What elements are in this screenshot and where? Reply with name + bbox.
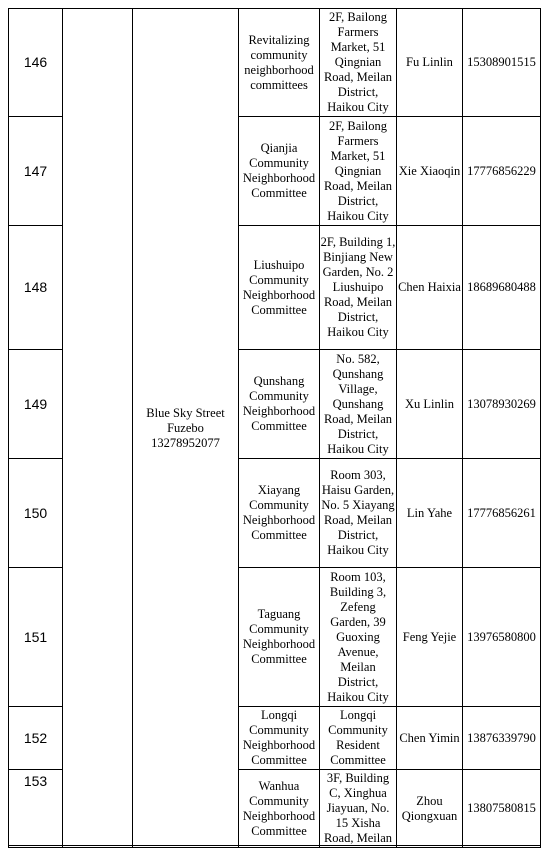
phone-number: 13078930269 [463, 350, 541, 459]
contact-name: Lin Yahe [397, 459, 463, 568]
contact-name: Zhou Qiongxuan [397, 770, 463, 848]
community-name: Taguang Community Neighborhood Committee [239, 568, 320, 707]
community-name: Longqi Community Neighborhood Committee [239, 707, 320, 770]
contact-name: Chen Haixia [397, 226, 463, 350]
row-number: 146 [9, 9, 63, 117]
district-cell [63, 9, 133, 848]
community-name: Revitalizing community neighborhood committees [239, 9, 320, 117]
community-name: Qianjia Community Neighborhood Committee [239, 117, 320, 226]
row-number: 147 [9, 117, 63, 226]
row-number: 148 [9, 226, 63, 350]
phone-number: 13807580815 [463, 770, 541, 848]
address: 2F, Bailong Farmers Market, 51 Qingnian Road, Meilan District, Haikou City [320, 117, 397, 226]
address: No. 582, Qunshang Village, Qunshang Road, Meilan District, Haikou City [320, 350, 397, 459]
row-number: 153 [9, 770, 63, 848]
contact-name: Chen Yimin [397, 707, 463, 770]
row-number: 149 [9, 350, 63, 459]
community-name: Xiayang Community Neighborhood Committee [239, 459, 320, 568]
phone-number: 13876339790 [463, 707, 541, 770]
address: Longqi Community Resident Committee [320, 707, 397, 770]
contact-name: Feng Yejie [397, 568, 463, 707]
community-name: Wanhua Community Neighborhood Committee [239, 770, 320, 848]
phone-number: 17776856261 [463, 459, 541, 568]
address: 2F, Building 1, Binjiang New Garden, No. 2 Liushuipo Road, Meilan District, Haikou City [320, 226, 397, 350]
table-bottom-rule [8, 845, 540, 846]
row-number: 150 [9, 459, 63, 568]
contact-name: Xu Linlin [397, 350, 463, 459]
directory-table [8, 8, 541, 848]
contact-name: Xie Xiaoqin [397, 117, 463, 226]
phone-number: 18689680488 [463, 226, 541, 350]
address: Room 303, Haisu Garden, No. 5 Xiayang Road, Meilan District, Haikou City [320, 459, 397, 568]
phone-number: 13976580800 [463, 568, 541, 707]
row-number: 151 [9, 568, 63, 707]
address: 3F, Building C, Xinghua Jiayuan, No. 15 Xisha Road, Meilan [320, 770, 397, 848]
address: Room 103, Building 3, Zefeng Garden, 39 Guoxing Avenue, Meilan District, Haikou City [320, 568, 397, 707]
community-name: Liushuipo Community Neighborhood Committee [239, 226, 320, 350]
address: 2F, Bailong Farmers Market, 51 Qingnian Road, Meilan District, Haikou City [320, 9, 397, 117]
street-cell: Blue Sky Street Fuzebo 13278952077 [133, 9, 239, 848]
contact-name: Fu Linlin [397, 9, 463, 117]
phone-number: 15308901515 [463, 9, 541, 117]
community-name: Qunshang Community Neighborhood Committee [239, 350, 320, 459]
row-number: 152 [9, 707, 63, 770]
phone-number: 17776856229 [463, 117, 541, 226]
table-row [9, 9, 541, 117]
